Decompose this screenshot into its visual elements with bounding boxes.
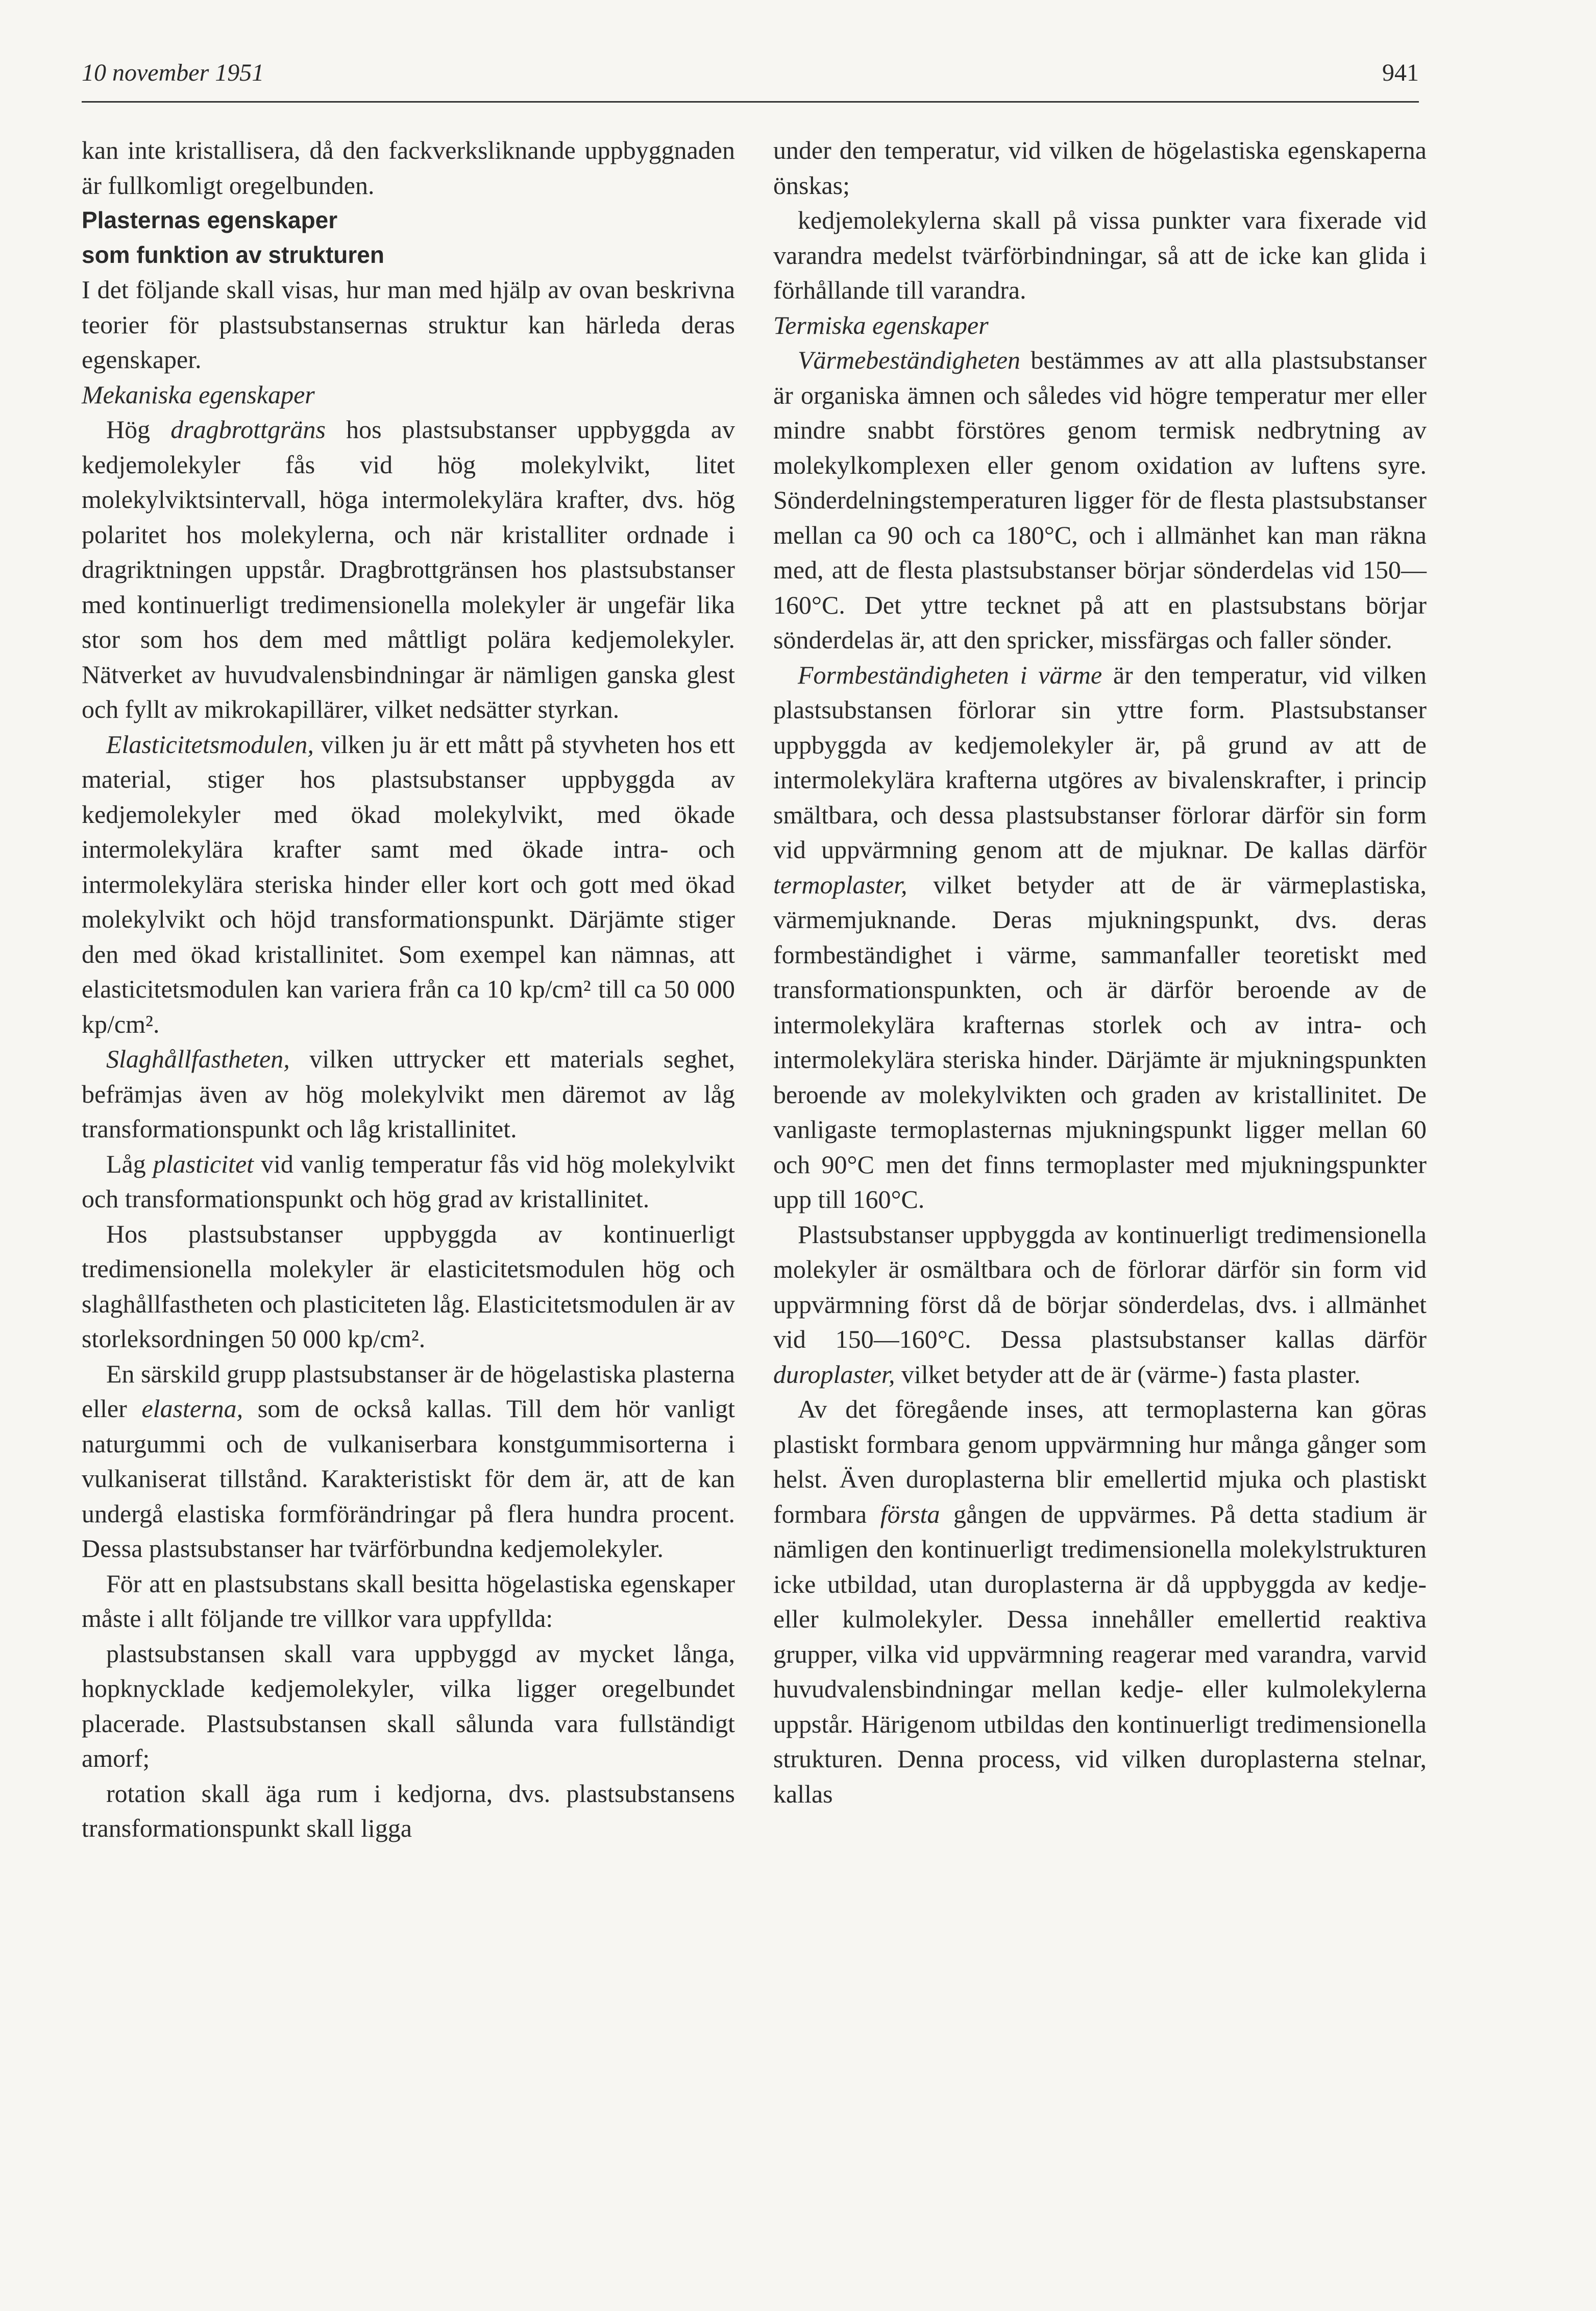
emphasis: Formbeständigheten i värme [798, 660, 1102, 689]
page-header [82, 54, 1419, 105]
emphasis: dragbrottgräns [170, 415, 326, 444]
text-run: En särskild grupp plastsubstanser är de högelastiska plasterna eller [82, 1359, 735, 1423]
text-run: vid vanlig temperatur fås vid hög molekylvikt och transformationspunkt och hög grad av kristallinitet. [82, 1149, 735, 1213]
text-run: gången de uppvärmes. På detta stadium är nämligen den kontinuerligt tredimensionella molekylstrukturen icke utbildad, utan duroplasterna är då uppbyggda av kedje- eller kulmolekyler. Dessa innehåller emellertid reaktiva grupper, vilka vid uppvärmning reagerar med varandra, varvid huvudvalensbindningar mellan kedje- eller kulmolekylerna uppstår. Härigenom utbildas den kontinuerligt tredimensionella strukturen. Denna process, vid vilken duroplasterna stelnar, kallas [773, 1499, 1427, 1808]
paragraph: kedjemolekylerna skall på vissa punkter vara fixerade vid varandra medelst tvärförbindningar, så att de icke kan glida i förhållande till varandra. [773, 206, 1427, 304]
text-run: är den temperatur, vid vilken plastsubstansen förlorar sin yttre form. Plastsubstanser uppbyggda av kedjemolekyler är, på grund av att de intermolekylära krafterna utgöres av bivalenskrafter, i princip smältbara, och dessa plastsubstanser förlorar därför sin form vid uppvärmning genom att de mjuknar. De kallas därför [773, 660, 1427, 864]
text-run: Plastsubstanser uppbyggda av kontinuerligt tredimensionella molekyler är osmältbara och de förlorar därför sin form vid uppvärmning först då de börjar sönderdelas, dvs. i allmänhet vid 150—160°C. Dessa plastsubstanser kallas därför [773, 1220, 1427, 1353]
emphasis: duroplaster, [773, 1359, 895, 1389]
text-run: vilket betyder att de är (värme-) fasta plaster. [895, 1359, 1361, 1389]
paragraph [82, 1356, 735, 1566]
text-run: Hög [106, 415, 171, 444]
text-run: vilket betyder att de är värmeplastiska, värmemjuknande. Deras mjukningspunkt, dvs. deras formbeständighet i värme, sammanfaller teoretiskt med transformationspunkten, och är därför beroende av de intermolekylära krafternas storlek och av intra- och intermolekylära steriska hinder. Därjämte är mjukningspunkten beroende av molekylvikten och graden av kristallinitet. De vanligaste termoplasternas mjukningspunkt ligger mellan 60 och 90°C men det finns termoplaster med mjukningspunkter upp till 160°C. [773, 870, 1427, 1213]
page-number: 941 [1382, 59, 1419, 86]
text-run: hos plastsubstanser uppbyggda av kedjemolekyler fås vid hög molekylvikt, litet molekylviktsintervall, höga intermolekylära krafter, dvs. hög polaritet hos molekylerna, och när kristalliter ordnade i dragriktningen uppstår. Dragbrottgränsen hos plastsubstanser med kontinuerligt tredimensionella molekyler är ungefär lika stor som hos dem med måttligt polära kedjemolekyler. Nätverket av huvudvalensbindningar är nämligen ganska glest och fyllt av mikrokapillärer, vilket nedsätter styrkan. [82, 415, 735, 723]
paragraph [82, 727, 735, 1042]
emphasis: elasterna, [141, 1394, 243, 1423]
emphasis: Värmebeständigheten [798, 346, 1021, 374]
paragraph [773, 343, 1427, 658]
text-run: Låg [106, 1149, 153, 1178]
subheading-termiska: Termiska egenskaper [773, 310, 989, 339]
paragraph [773, 1217, 1427, 1392]
text-run: som de också kallas. Till dem hör vanligt naturgummi och de vulkaniserbara konstgummisorterna i vulkaniserat tillstånd. Karakteristiskt för dem är, att de kan undergå elastiska formförändringar på flera hundra procent. Dessa plastsubstanser har tvärförbundna kedjemolekyler. [82, 1394, 735, 1563]
emphasis: termoplaster, [773, 870, 907, 899]
text-run: vilken ju är ett mått på styvheten hos ett material, stiger hos plastsubstanser uppbyggda av kedjemolekyler med ökad molekylvikt, med ökade intermolekylära krafter samt med ökade intra- och intermolekylära steriska hinder eller kort och gott med ökad molekylvikt och höjd transformationspunkt. Därjämte stiger den med ökad kristallinitet. Som exempel kan nämnas, att elasticitetsmodulen kan variera från ca 10 kp/cm² till ca 50 000 kp/cm². [82, 729, 735, 1038]
text-run: Av det föregående inses, att termoplasterna kan göras plastiskt formbara genom uppvärmning hur många gånger som helst. Även duroplasterna blir emellertid mjuka och plastiskt formbara [773, 1395, 1427, 1528]
paragraph [82, 1147, 735, 1217]
paragraph: För att en plastsubstans skall besitta högelastiska egenskaper måste i allt följande tre villkor vara uppfyllda: [82, 1569, 735, 1633]
emphasis: Slaghållfastheten, [106, 1044, 290, 1073]
right-column [773, 133, 1427, 1811]
paragraph [773, 1392, 1427, 1811]
subheading-mekaniska: Mekaniska egenskaper [82, 380, 315, 409]
paragraph: I det följande skall visas, hur man med hjälp av ovan beskrivna teorier för plastsubstansernas struktur kan härleda deras egenskaper. [82, 275, 735, 374]
emphasis: Elasticitetsmodulen, [106, 729, 314, 759]
paragraph: kan inte kristallisera, då den fackverksliknande uppbyggnaden är fullkomligt oregelbunden. [82, 136, 735, 200]
header-date: 10 november 1951 [82, 59, 264, 86]
paragraph [773, 658, 1427, 1217]
header-rule [82, 101, 1419, 103]
paragraph: Hos plastsubstanser uppbyggda av kontinuerligt tredimensionella molekyler är elasticitetsmodulen hög och slaghållfastheten och plasticiteten låg. Elasticitetsmodulen är av storleksordningen 50 000 kp/cm². [82, 1219, 735, 1353]
paragraph: plastsubstansen skall vara uppbyggd av mycket långa, hopknycklade kedjemolekyler, vilka ligger oregelbundet placerade. Plastsubstansen skall sålunda vara fullständigt amorf; [82, 1639, 735, 1772]
paragraph [82, 1041, 735, 1147]
heading-line-2: som funktion av strukturen [82, 241, 384, 268]
text-run: bestämmes av att alla plastsubstanser är organiska ämnen och således vid högre temperatur mer eller mindre snabbt förstöres genom termisk nedbrytning av molekylkomplexen eller genom oxidation av luftens syre. Sönderdelningstemperaturen ligger för de flesta plastsubstanser mellan ca 90 och ca 180°C, och i allmänhet kan man räkna med, att de flesta plastsubstanser börjar sönderdelas vid 150—160°C. Det yttre tecknet på att en plastsubstans börjar sönderdelas är, att den spricker, missfärgas och faller sönder. [773, 346, 1427, 654]
paragraph: under den temperatur, vid vilken de högelastiska egenskaperna önskas; [773, 136, 1427, 200]
emphasis: första [880, 1499, 940, 1528]
left-column [82, 133, 735, 1846]
heading-line-1: Plasternas egenskaper [82, 207, 338, 233]
paragraph: rotation skall äga rum i kedjorna, dvs. plastsubstansens transformationspunkt skall ligga [82, 1779, 735, 1842]
text-run: vilken uttrycker ett materials seghet, befrämjas även av hög molekylvikt men däremot av låg transformationspunkt och låg kristallinitet. [82, 1044, 735, 1143]
paragraph [82, 412, 735, 727]
section-heading [82, 203, 735, 272]
emphasis: plasticitet [153, 1149, 254, 1178]
